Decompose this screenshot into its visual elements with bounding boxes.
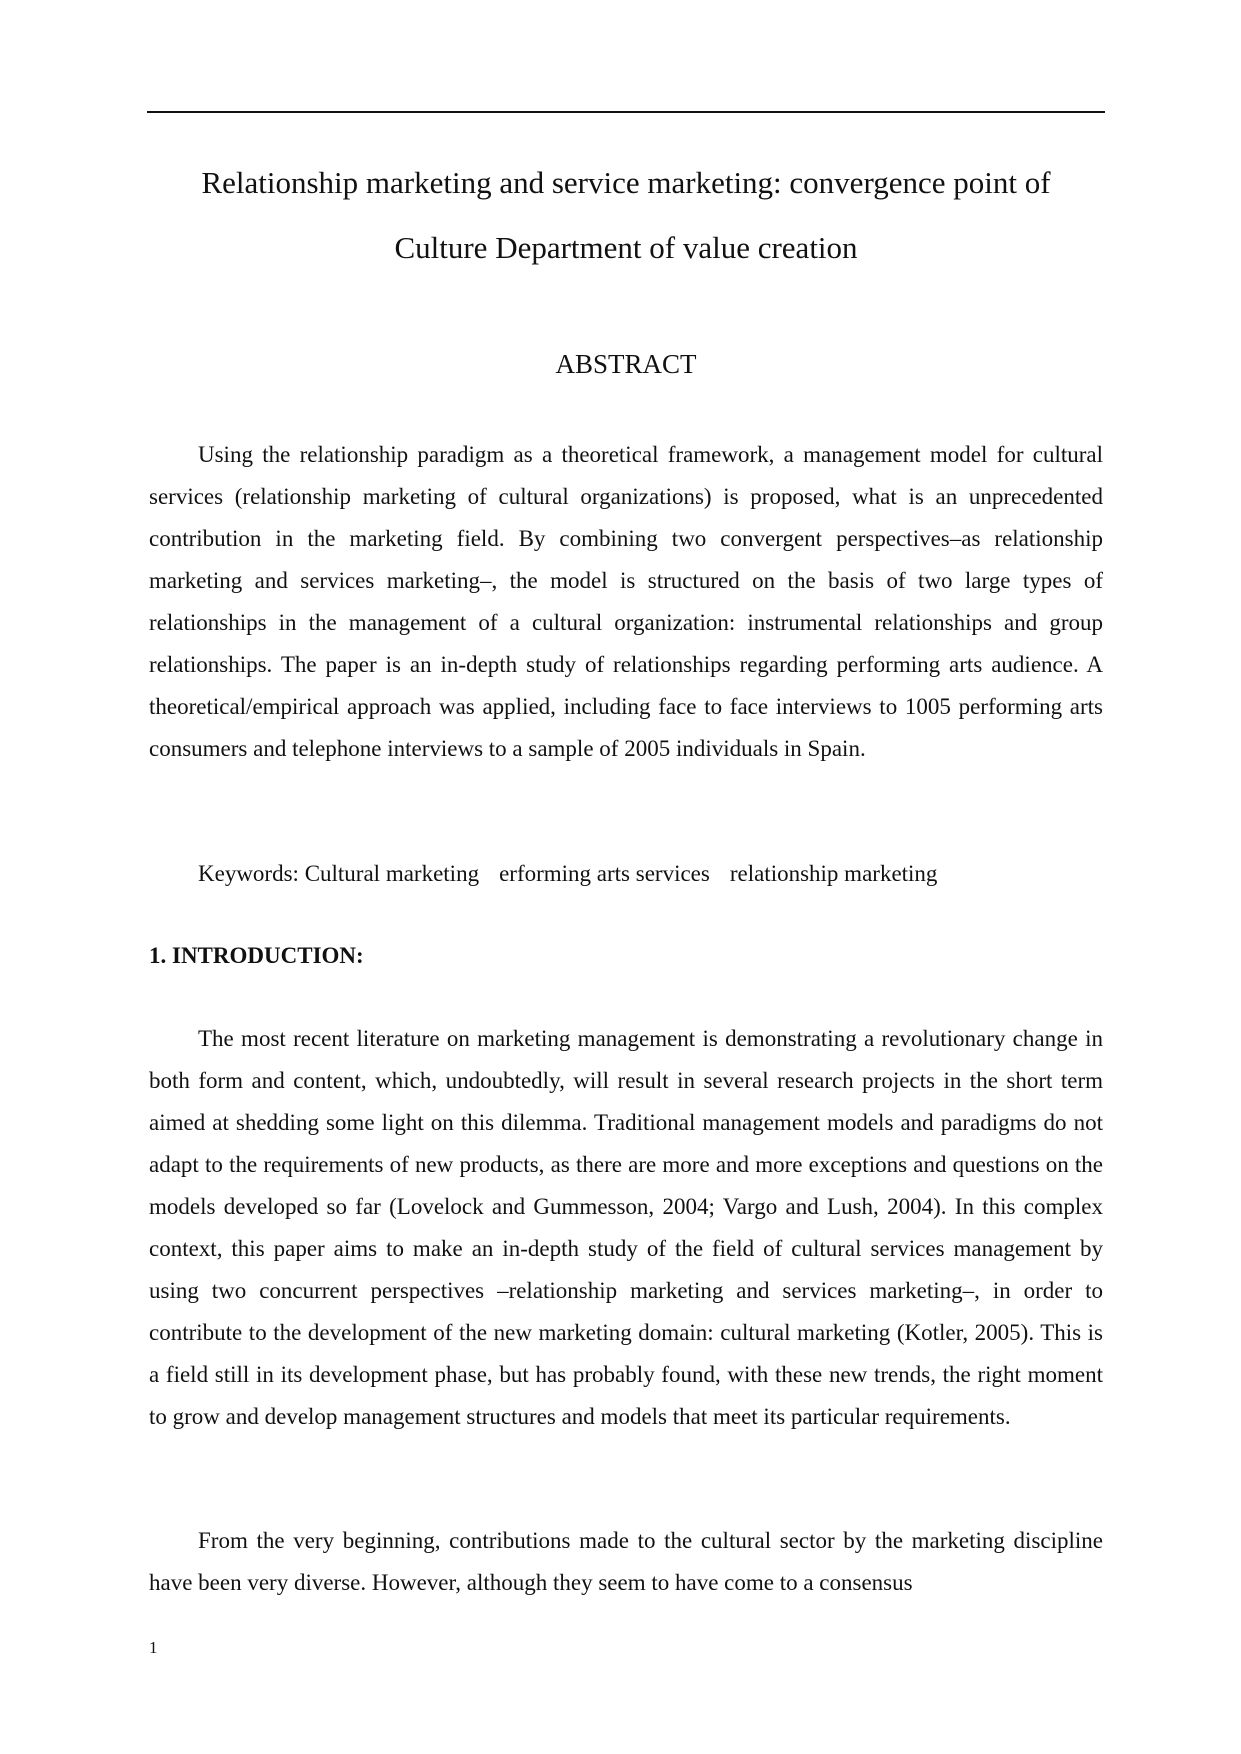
header-rule (147, 111, 1105, 113)
body-paragraph: The most recent literature on marketing management is demonstrating a revolutionary change in both form and content, which, undoubtedly, will result in several research projects in the short term aimed at shedding some light on this dilemma. Traditional management models and paradigms do not adapt to the requirements of new products, as there are more and more exceptions and questions on the models developed so far (Lovelock and Gummesson, 2004; Vargo and Lush, 2004). In this complex context, this paper aims to make an in-depth study of the field of cultural services management by using two concurrent perspectives –relationship marketing and services marketing–, in order to contribute to the development of the new marketing domain: cultural marketing (Kotler, 2005). This is a field still in its development phase, but has probably found, with these new trends, the right moment to grow and develop management structures and models that meet its particular requirements. (149, 1026, 1103, 1429)
title-line: Culture Department of value creation (394, 230, 858, 265)
title-line: Relationship marketing and service marketing: convergence point of (201, 165, 1051, 200)
keyword: Cultural marketing (304, 861, 480, 886)
keywords-line (198, 853, 937, 895)
page-number: 1 (149, 1638, 158, 1657)
paper-title (147, 150, 1105, 280)
body-paragraph: From the very beginning, contributions made to the cultural sector by the marketing discipline have been very diverse. However, although they seem to have come to a consensus (149, 1528, 1103, 1595)
keywords-label: Keywords: (198, 861, 299, 886)
section-heading: 1. INTRODUCTION: (149, 943, 364, 968)
keyword: relationship marketing (729, 861, 938, 886)
keyword: erforming arts services (499, 861, 710, 886)
abstract-heading: ABSTRACT (555, 349, 697, 379)
abstract-text: Using the relationship paradigm as a theoretical framework, a management model for cultural services (relationship marketing of cultural organizations) is proposed, what is an unprecedented contribution in the marketing field. By combining two convergent perspectives–as relationship marketing and services marketing–, the model is structured on the basis of two large types of relationships in the management of a cultural organization: instrumental relationships and group relationships. The paper is an in-depth study of relationships regarding performing arts audience. A theoretical/empirical approach was applied, including face to face interviews to 1005 performing arts consumers and telephone interviews to a sample of 2005 individuals in Spain. (149, 442, 1103, 761)
